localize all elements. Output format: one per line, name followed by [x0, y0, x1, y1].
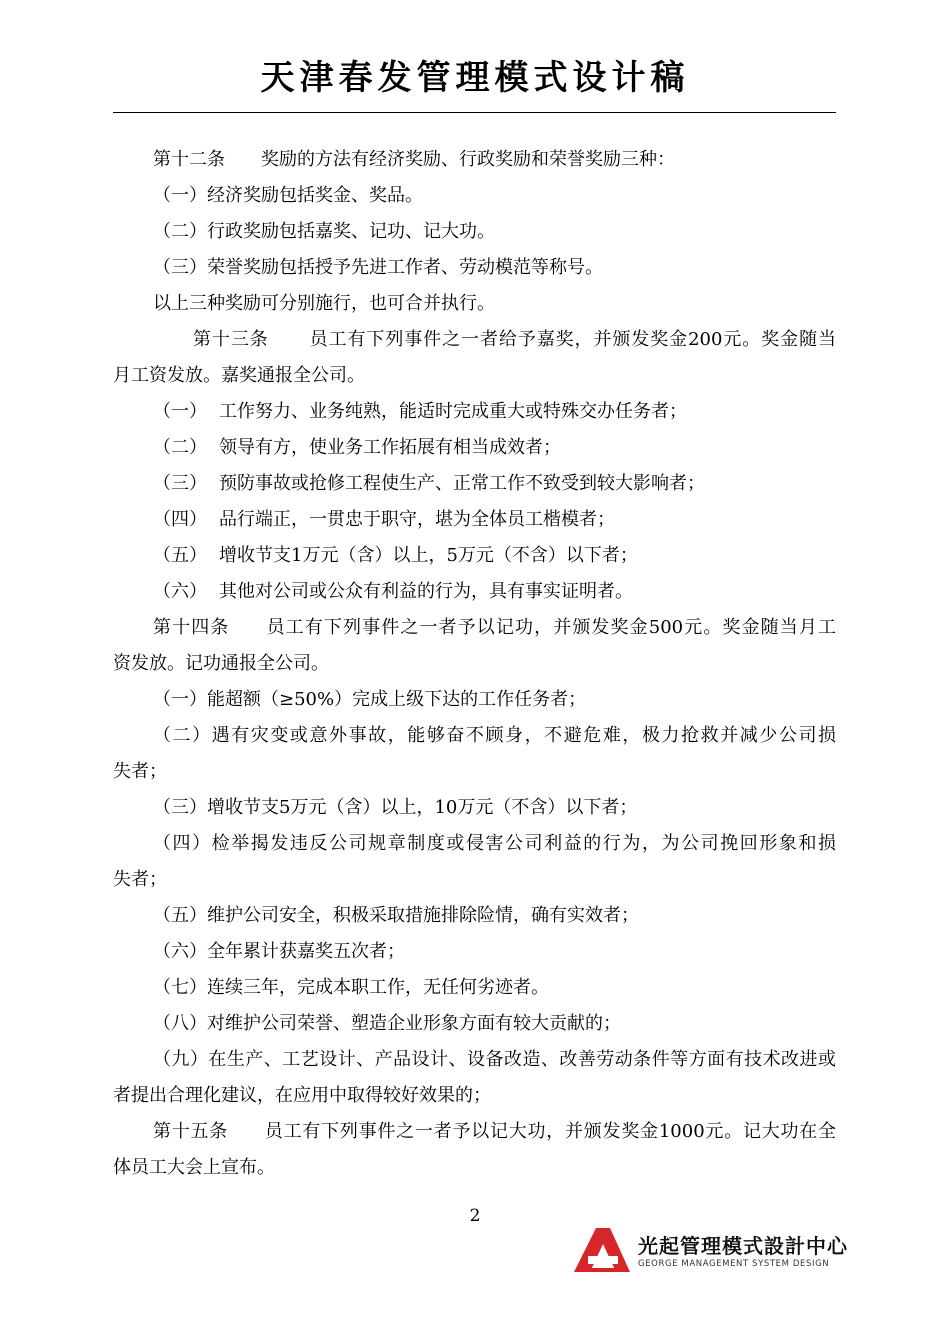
list-text: 领导有方，使业务工作拓展有相当成效者；: [219, 437, 561, 458]
article-15-heading: [113, 1114, 836, 1150]
list-number: （六）: [153, 581, 207, 602]
list-item-continuation: 者提出合理化建议，在应用中取得较好效果的；: [113, 1085, 491, 1106]
paragraph: 体员工大会上宣布。: [113, 1157, 275, 1178]
list-item: [113, 466, 836, 502]
paragraph: 月工资发放。嘉奖通报全公司。: [113, 365, 365, 386]
list-number: （一）: [153, 401, 207, 422]
article-text: 奖励的方法有经济奖励、行政奖励和荣誉奖励三种：: [261, 149, 675, 170]
list-text: 预防事故或抢修工程使生产、正常工作不致受到较大影响者；: [219, 473, 705, 494]
article-text: 员工有下列事件之一者予以记功，并颁发奖金500元。奖金随当月工: [265, 617, 837, 638]
list-item: （二）行政奖励包括嘉奖、记功、记大功。: [153, 221, 495, 242]
article-label: 第十四条: [153, 617, 230, 638]
article-label: 第十二条: [153, 149, 225, 170]
list-item: [113, 430, 836, 466]
list-text: 工作努力、业务纯熟，能适时完成重大或特殊交办任务者；: [219, 401, 687, 422]
page-number: 2: [469, 1206, 481, 1226]
article-12-heading: [113, 142, 836, 178]
list-item: [113, 574, 836, 610]
list-item: （四）检举揭发违反公司规章制度或侵害公司利益的行为，为公司挽回形象和损: [153, 833, 836, 854]
header-divider: [113, 112, 836, 113]
logo-chinese-text: 光起管理模式設計中心: [638, 1234, 848, 1258]
article-13-heading: [113, 322, 836, 358]
list-item-continuation: 失者；: [113, 761, 167, 782]
list-number: （五）: [153, 545, 207, 566]
document-body: [113, 142, 836, 1186]
article-14-heading: [113, 610, 836, 646]
list-item: （三）增收节支5万元（含）以上，10万元（不含）以下者；: [153, 797, 638, 818]
article-text: 员工有下列事件之一者给予嘉奖，并颁发奖金200元。奖金随当: [308, 329, 837, 350]
paragraph: 以上三种奖励可分别施行，也可合并执行。: [153, 293, 495, 314]
company-logo: [572, 1226, 848, 1274]
document-title: 天津春发管理模式设计稿: [260, 58, 690, 98]
list-text: 其他对公司或公众有利益的行为，具有事实证明者。: [219, 581, 633, 602]
list-item: （七）连续三年，完成本职工作，无任何劣迹者。: [153, 977, 549, 998]
list-text: 增收节支1万元（含）以上，5万元（不含）以下者；: [219, 545, 638, 566]
article-label: 第十三条: [193, 329, 269, 350]
list-item: （二）遇有灾变或意外事故，能够奋不顾身，不避危难，极力抢救并减少公司损: [153, 725, 836, 746]
list-item: [113, 502, 836, 538]
list-item: （一）能超额（≥50%）完成上级下达的工作任务者；: [153, 689, 587, 710]
article-text: 员工有下列事件之一者予以记大功，并颁发奖金1000元。记大功在全: [264, 1121, 837, 1142]
list-item: （三）荣誉奖励包括授予先进工作者、劳动模范等称号。: [153, 257, 603, 278]
list-item: [113, 394, 836, 430]
logo-a-icon: [572, 1226, 632, 1274]
list-item: （九）在生产、工艺设计、产品设计、设备改造、改善劳动条件等方面有技术改进或: [153, 1049, 836, 1070]
list-item: （八）对维护公司荣誉、塑造企业形象方面有较大贡献的；: [153, 1013, 621, 1034]
list-item: （五）维护公司安全，积极采取措施排除险情，确有实效者；: [153, 905, 639, 926]
list-number: （二）: [153, 437, 207, 458]
logo-english-text: GEORGE MANAGEMENT SYSTEM DESIGN: [638, 1259, 830, 1269]
article-label: 第十五条: [153, 1121, 229, 1142]
list-item-continuation: 失者；: [113, 869, 167, 890]
list-text: 品行端正，一贯忠于职守，堪为全体员工楷模者；: [219, 509, 615, 530]
paragraph: 资发放。记功通报全公司。: [113, 653, 329, 674]
list-number: （四）: [153, 509, 207, 530]
list-item: （六）全年累计获嘉奖五次者；: [153, 941, 405, 962]
list-item: [113, 538, 836, 574]
list-number: （三）: [153, 473, 207, 494]
list-item: （一）经济奖励包括奖金、奖品。: [153, 185, 423, 206]
